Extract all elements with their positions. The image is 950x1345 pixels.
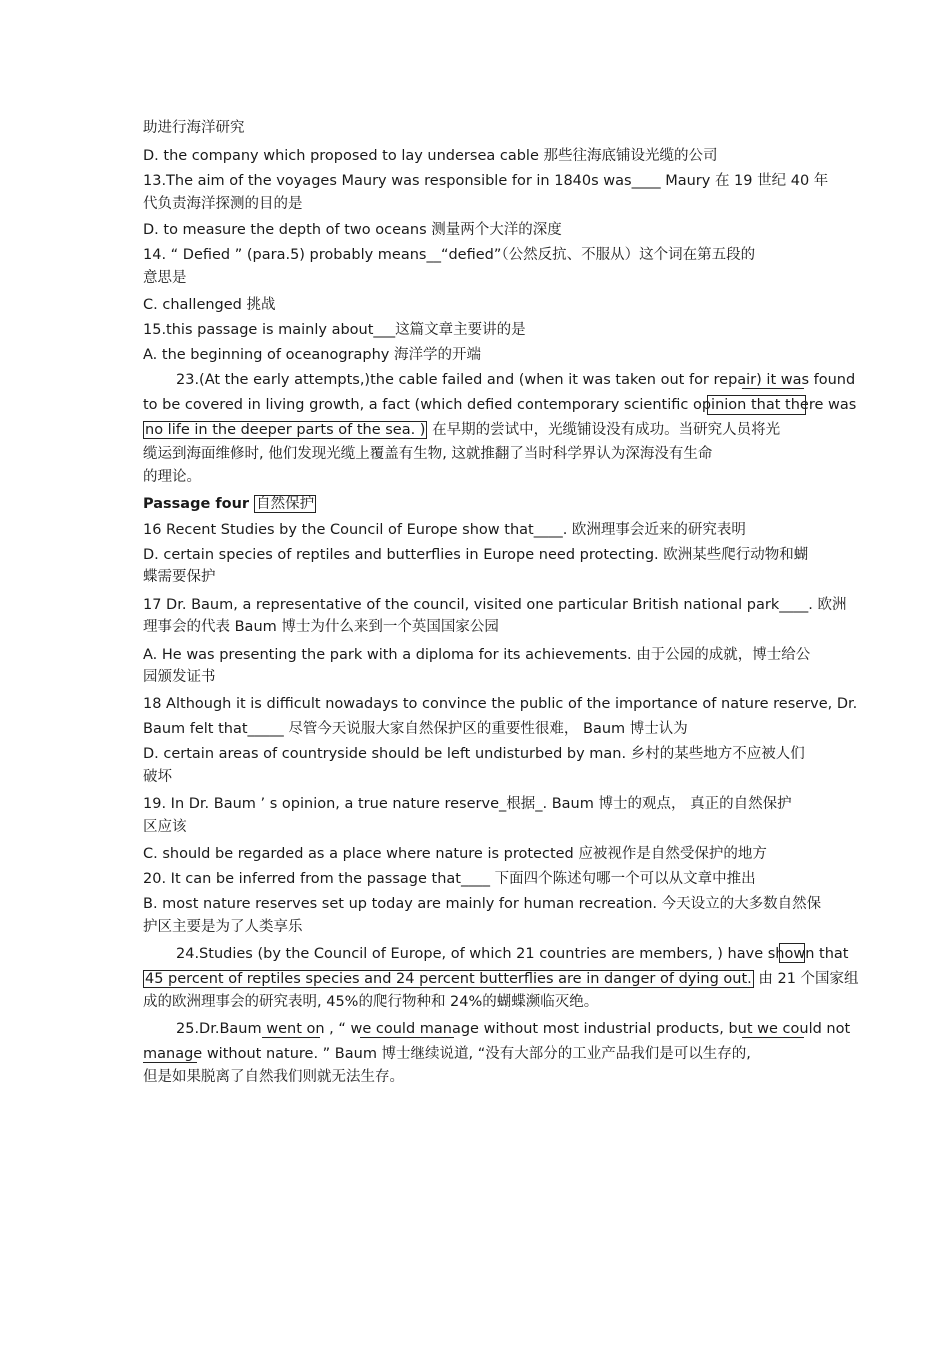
text-line: 理事会的代表 Baum 博士为什么来到一个英国国家公园: [143, 619, 499, 635]
question-13: 13.The aim of the voyages Maury was responsible for in 1840s was____ Maury 在 19 世纪 40 年: [143, 173, 829, 189]
answer-line: C. challenged 挑战: [143, 297, 276, 313]
translation-text: 由 21 个国家组: [753, 971, 859, 987]
sentence-25: 25.Dr.Baum went on , “ we could manage without most industrial products, but we could not: [176, 1021, 851, 1037]
sentence-23: 23.(At the early attempts,)the cable failed and (when it was taken out for repair) it was found: [176, 372, 856, 388]
question-19: 19. In Dr. Baum ’ s opinion, a true nature reserve_根据_. Baum 博士的观点， 真正的自然保护: [143, 796, 792, 812]
text-line: Baum felt that_____ 尽管今天说服大家自然保护区的重要性很难， Baum 博士认为: [143, 721, 688, 737]
question-20: 20. It can be inferred from the passage that____ 下面四个陈述句哪一个可以从文章中推出: [143, 871, 756, 887]
sentence-24-cont: [143, 969, 859, 989]
highlight-box: 45 percent of reptiles species and 24 percent butterflies are in danger of dying out.: [145, 971, 752, 987]
text-line: 蝶需要保护: [143, 569, 216, 585]
answer-line: D. the company which proposed to lay undersea cable 那些往海底铺设光缆的公司: [143, 148, 718, 164]
translation-line: 成的欧洲理事会的研究表明, 45%的爬行物种和 24%的蝴蝶濒临灭绝。: [143, 994, 599, 1010]
underline-mark: [742, 388, 804, 389]
translation-line: 的理论。: [143, 469, 201, 485]
sentence-23-cont: [143, 420, 780, 440]
answer-line: A. the beginning of oceanography 海洋学的开端: [143, 347, 481, 363]
text-line: 破坏: [143, 769, 172, 785]
text-line: 意思是: [143, 270, 187, 286]
underline-mark: [360, 1037, 454, 1038]
sentence-24: 24.Studies (by the Council of Europe, of which 21 countries are members, ) have shown that: [176, 946, 849, 962]
section-heading: [143, 494, 316, 514]
answer-line: B. most nature reserves set up today are mainly for human recreation. 今天设立的大多数自然保: [143, 896, 822, 912]
question-15: 15.this passage is mainly about___这篇文章主要讲的是: [143, 322, 526, 338]
underline-mark: [262, 1037, 320, 1038]
question-18: 18 Although it is difficult nowadays to convince the public of the importance of nature reserve, Dr.: [143, 696, 858, 712]
underline-mark: [742, 1037, 804, 1038]
passage-title: Passage four: [143, 496, 255, 512]
answer-line: D. certain species of reptiles and butterflies in Europe need protecting. 欧洲某些爬行动物和蝴: [143, 547, 809, 563]
text-span: to be covered in living growth, a fact (which defied contemporary scientific opinion that: [143, 397, 781, 413]
text-line: 代负责海洋探测的目的是: [143, 196, 303, 212]
underline-mark: [143, 1062, 197, 1063]
question-17: 17 Dr. Baum, a representative of the council, visited one particular British national park____. 欧洲: [143, 597, 847, 613]
highlight-box-border: [779, 943, 805, 963]
text-line: 护区主要是为了人类享乐: [143, 919, 303, 935]
topic-box: 自然保护: [256, 496, 315, 512]
highlight-box-border: [707, 395, 806, 415]
highlight-box: there was: [780, 397, 857, 413]
question-14: 14. “ Defied ” (para.5) probably means__“defied”（公然反抗、不服从）这个词在第五段的: [143, 247, 756, 263]
translation-line: 缆运到海面维修时, 他们发现光缆上覆盖有生物, 这就推翻了当时科学界认为深海没有生命: [143, 446, 713, 462]
answer-line: A. He was presenting the park with a diploma for its achievements. 由于公园的成就，博士给公: [143, 647, 811, 663]
answer-line: D. to measure the depth of two oceans 测量两个大洋的深度: [143, 222, 562, 238]
translation-text: 在早期的尝试中，光缆铺设没有成功。当研究人员将光: [427, 422, 781, 438]
highlight-box: no life in the deeper parts of the sea. ): [145, 422, 426, 438]
translation-line: 但是如果脱离了自然我们则就无法生存。: [143, 1069, 404, 1085]
question-16: 16 Recent Studies by the Council of Europe show that____. 欧洲理事会近来的研究表明: [143, 522, 746, 538]
answer-line: D. certain areas of countryside should be left undisturbed by man. 乡村的某些地方不应被人们: [143, 746, 805, 762]
translation-line: manage without nature. ” Baum 博士继续说道, “没有大部分的工业产品我们是可以生存的,: [143, 1046, 751, 1062]
text-line: 园颁发证书: [143, 669, 216, 685]
answer-line: C. should be regarded as a place where nature is protected 应被视作是自然受保护的地方: [143, 846, 767, 862]
text-line: 区应该: [143, 819, 187, 835]
text-line: 助进行海洋研究: [143, 120, 245, 136]
